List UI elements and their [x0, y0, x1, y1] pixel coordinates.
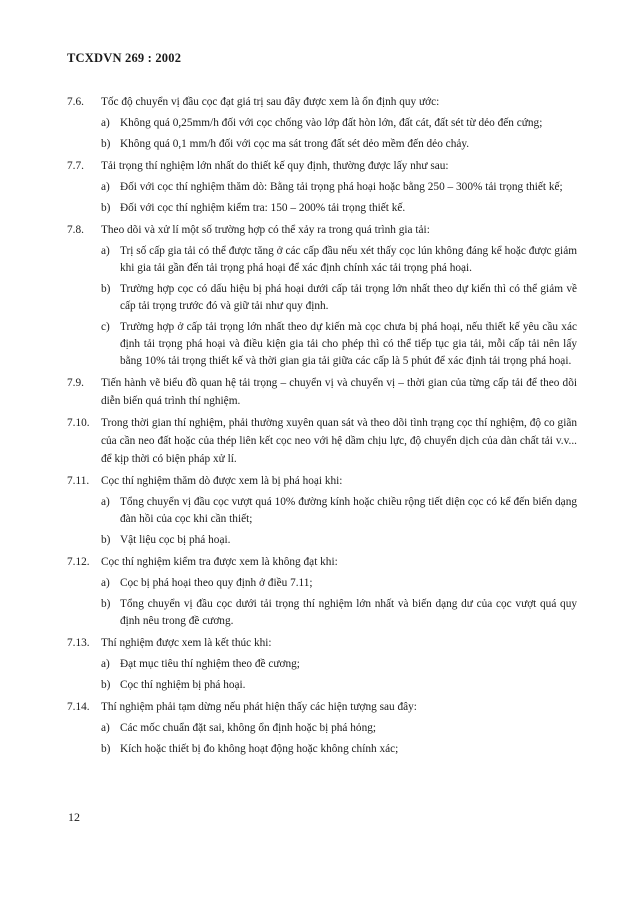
clause-item [67, 698, 577, 716]
clause-text: Cọc thí nghiệm thăm dò được xem là bị phá hoại khi: [101, 475, 343, 487]
sub-item [101, 243, 577, 277]
clause-text: Tốc độ chuyển vị đầu cọc đạt giá trị sau đây được xem là ổn định quy ước: [101, 96, 440, 108]
sub-item-label: b) [101, 679, 111, 691]
sub-item-label: b) [101, 534, 111, 546]
clause-number: 7.9. [67, 377, 84, 389]
sub-item-label: a) [101, 245, 110, 257]
sub-item [101, 575, 577, 592]
sub-item [101, 720, 577, 737]
clause-item [67, 221, 577, 239]
sub-item-label: b) [101, 138, 111, 150]
sub-item-text: Cọc thí nghiệm bị phá hoại. [120, 679, 246, 691]
sub-item-text: Đối với cọc thí nghiệm thăm dò: Bằng tải trọng phá hoại hoặc bằng 250 – 300% tải trọng thiết kế; [120, 181, 563, 193]
sub-item-label: a) [101, 496, 110, 508]
clause-item [67, 93, 577, 111]
clause-item [67, 553, 577, 571]
clause-item [67, 414, 577, 468]
clause-item [67, 634, 577, 652]
clause-text: Cọc thí nghiệm kiểm tra được xem là không đạt khi: [101, 556, 338, 568]
sub-item-text: Tổng chuyển vị đầu cọc dưới tải trọng thí nghiệm lớn nhất và biến dạng dư của cọc vượt quá quy định nêu trong đề cương. [120, 598, 577, 627]
sub-item [101, 319, 577, 370]
sub-item-text: Không quá 0,1 mm/h đối với cọc ma sát trong đất sét dẻo mềm đến dẻo chảy. [120, 138, 470, 150]
clause-number: 7.8. [67, 224, 84, 236]
sub-item-text: Trường hợp cọc có dấu hiệu bị phá hoại dưới cấp tải trọng lớn nhất theo dự kiến thì có thể giảm về cấp tải trọng trước đó và giữ tải như quy định. [120, 283, 577, 312]
clause-number: 7.12. [67, 556, 90, 568]
clause-item [67, 157, 577, 175]
sub-item [101, 494, 577, 528]
sub-item-label: a) [101, 577, 110, 589]
sub-item-label: b) [101, 202, 111, 214]
clause-number: 7.13. [67, 637, 90, 649]
sub-item [101, 136, 577, 153]
clause-number: 7.7. [67, 160, 84, 172]
sub-item-text: Trường hợp ở cấp tải trọng lớn nhất theo dự kiến mà cọc chưa bị phá hoại, nếu thiết kế yêu cầu xác định tải trọng phá hoại và điều kiện gia tải cho phép thì có thể tiếp tục gia tải, mỗi cấp tải nên lấy bằng 10% tải trọng thiết kế và thời gian gia tải giữa các cấp là 5 phút để xác định tải trọng phá hoại. [120, 321, 577, 367]
clause-item [67, 472, 577, 490]
clause-text: Thí nghiệm phải tạm dừng nếu phát hiện thấy các hiện tượng sau đây: [101, 701, 417, 713]
sub-item-label: c) [101, 321, 110, 333]
sub-item-text: Tổng chuyển vị đầu cọc vượt quá 10% đường kính hoặc chiều rộng tiết diện cọc có kể đến biến dạng đàn hồi của cọc khi cần thiết; [120, 496, 577, 525]
sub-item-text: Vật liệu cọc bị phá hoại. [120, 534, 231, 546]
page-number: 12 [68, 810, 80, 824]
clause-text: Thí nghiệm được xem là kết thúc khi: [101, 637, 272, 649]
clause-text: Trong thời gian thí nghiệm, phải thường xuyên quan sát và theo dõi tình trạng cọc thí nghiệm, độ co giãn của cần neo đất hoặc của thép liên kết cọc neo với hệ dầm chịu lực, độ chuyển dịch của dàn chất tải v.v... để kịp thời có biện pháp xử lí. [101, 417, 577, 465]
sub-item-label: a) [101, 181, 110, 193]
sub-item-label: b) [101, 743, 111, 755]
sub-item-label: b) [101, 598, 111, 610]
sub-item-text: Cọc bị phá hoại theo quy định ở điều 7.11; [120, 577, 313, 589]
clause-number: 7.11. [67, 475, 90, 487]
clause-text: Tiến hành vẽ biểu đồ quan hệ tải trọng – chuyển vị và chuyển vị – thời gian của từng cấp tải để theo dõi diễn biến quá trình thí nghiệm. [101, 377, 577, 407]
document-body [67, 93, 577, 762]
clause-text: Theo dõi và xử lí một số trường hợp có thể xảy ra trong quá trình gia tải: [101, 224, 430, 236]
clause-text: Tải trọng thí nghiệm lớn nhất do thiết kế quy định, thường được lấy như sau: [101, 160, 449, 172]
sub-item [101, 281, 577, 315]
sub-item [101, 179, 577, 196]
clause-number: 7.10. [67, 417, 90, 429]
sub-item-label: b) [101, 283, 111, 295]
sub-item-label: a) [101, 722, 110, 734]
sub-item [101, 677, 577, 694]
clause-item [67, 374, 577, 410]
sub-item-text: Không quá 0,25mm/h đối với cọc chống vào lớp đất hòn lớn, đất cát, đất sét từ dẻo đến cứng; [120, 117, 543, 129]
sub-item-label: a) [101, 117, 110, 129]
sub-item-label: a) [101, 658, 110, 670]
clause-number: 7.14. [67, 701, 90, 713]
sub-item [101, 656, 577, 673]
sub-item [101, 115, 577, 132]
sub-item [101, 741, 577, 758]
clause-number: 7.6. [67, 96, 84, 108]
sub-item-text: Các mốc chuẩn đặt sai, không ổn định hoặc bị phá hỏng; [120, 722, 377, 734]
sub-item [101, 596, 577, 630]
sub-item-text: Trị số cấp gia tải có thể được tăng ở các cấp đầu nếu xét thấy cọc lún không đáng kể hoặc được giảm khi gia tải gần đến tải trọng phá hoại để xác định chính xác tải trọng phá hoại. [120, 245, 577, 274]
sub-item [101, 200, 577, 217]
sub-item [101, 532, 577, 549]
document-header: TCXDVN 269 : 2002 [67, 51, 182, 65]
sub-item-text: Đối với cọc thí nghiệm kiểm tra: 150 – 200% tải trọng thiết kế. [120, 202, 406, 214]
sub-item-text: Đạt mục tiêu thí nghiệm theo đề cương; [120, 658, 300, 670]
sub-item-text: Kích hoặc thiết bị đo không hoạt động hoặc không chính xác; [120, 743, 399, 755]
